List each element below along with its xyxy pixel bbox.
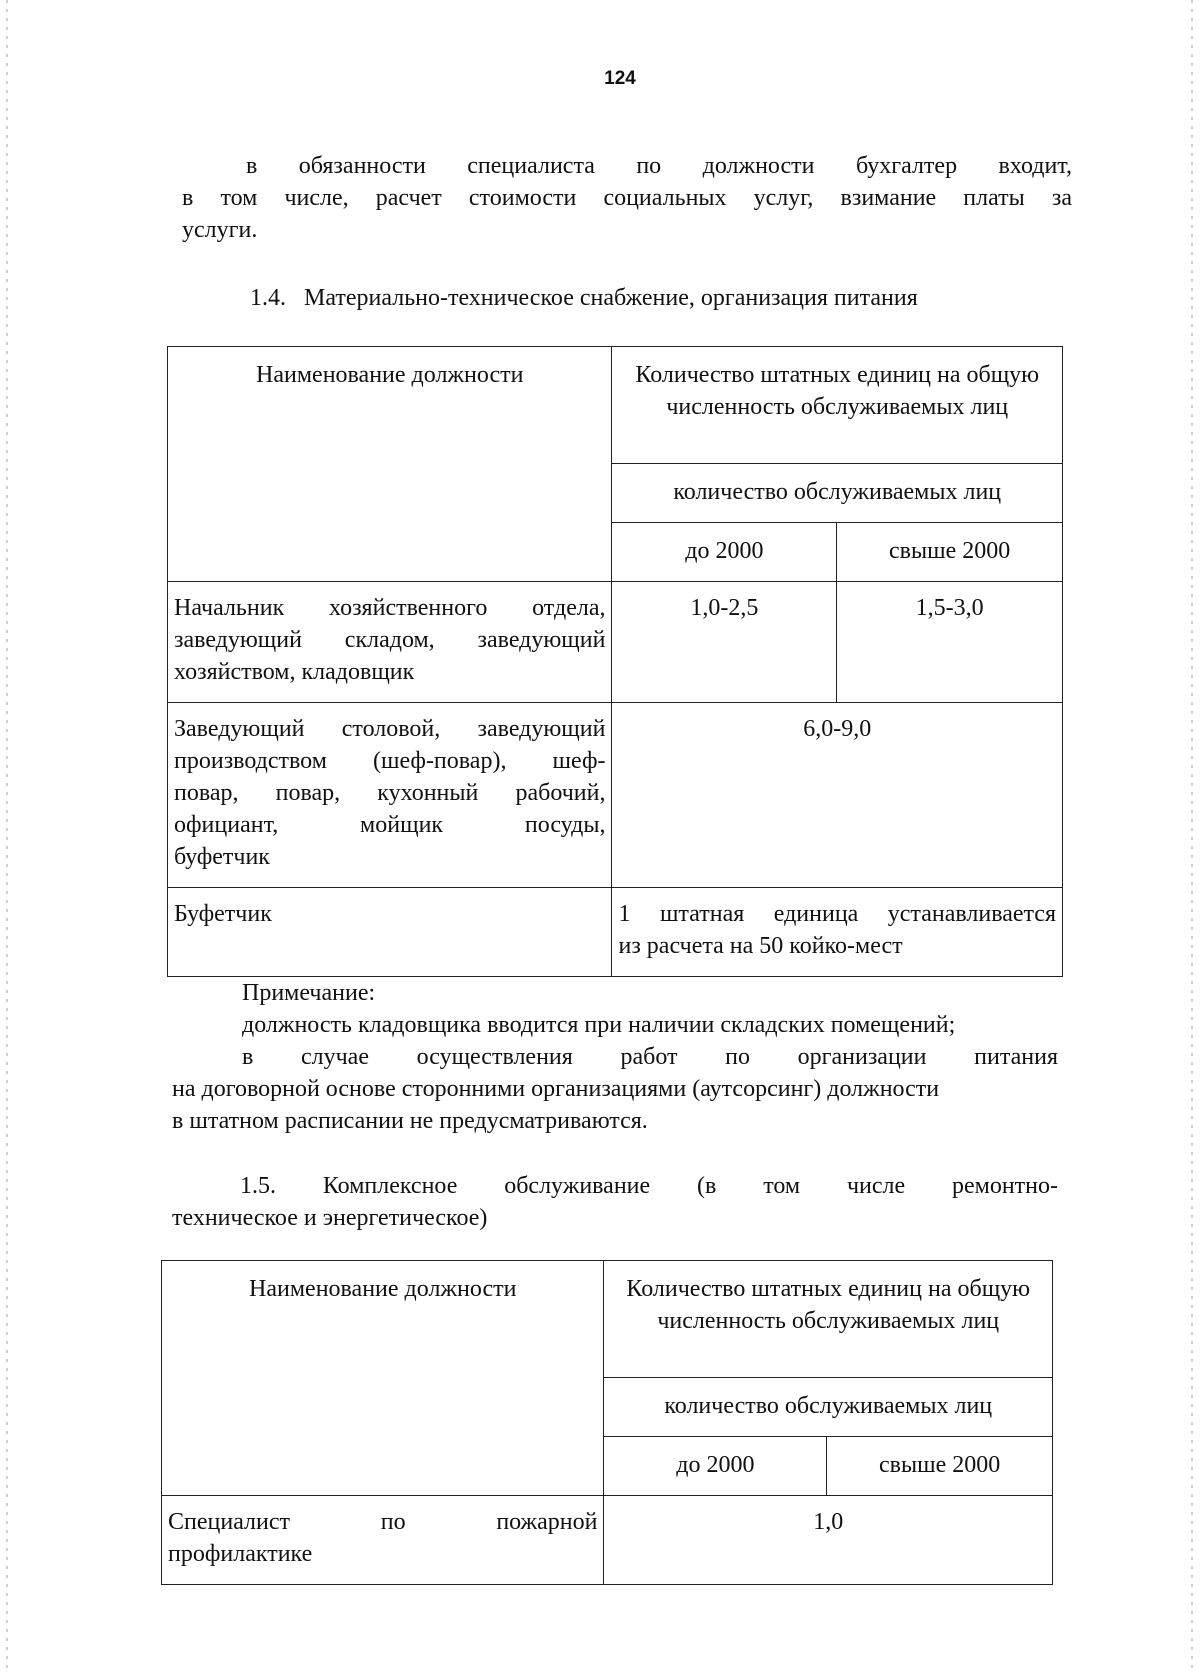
row-value-merged [612,888,1063,977]
note-line-4: в штатном расписании не предусматриваются. [172,1108,648,1134]
row-position-line: официант, мойщик посуды, [174,812,606,838]
row-value-line: из расчета на 50 койко-мест [618,933,903,959]
header-served-count: количество обслуживаемых лиц [604,1378,1053,1437]
row-position-line: заведующий складом, заведующий [174,627,606,653]
header-range-high: свыше 2000 [837,523,1063,582]
header-range-high: свыше 2000 [827,1437,1053,1496]
intro-line-1: в обязанности специалиста по должности бухгалтер входит, [246,153,1072,179]
row-position-line: Специалист по пожарной [168,1509,598,1535]
section-1-5-heading-line-2: техническое и энергетическое) [172,1205,488,1231]
row-position-line: повар, повар, кухонный рабочий, [174,780,606,806]
intro-line-2: в том числе, расчет стоимости социальных услуг, взимание платы за [182,185,1072,211]
row-position-line: хозяйством, кладовщик [174,659,415,685]
row-position-line: Начальник хозяйственного отдела, [174,595,606,621]
scan-edge-left [6,0,8,1672]
header-position: Наименование должности [162,1261,604,1496]
row-position-line: производством (шеф-повар), шеф- [174,748,606,774]
staffing-table-1-5 [161,1260,1053,1585]
row-position-cell [162,1496,604,1585]
row-position-line: буфетчик [174,844,270,870]
note-line-2: в случае осуществления работ по организации питания [242,1044,1058,1070]
row-position-cell [168,582,612,703]
header-range-low: до 2000 [604,1437,827,1496]
row-position-line: Заведующий столовой, заведующий [174,716,606,742]
row-value-high: 1,5-3,0 [837,582,1063,703]
scan-edge-right [1191,0,1193,1672]
row-value-line: 1 штатная единица устанавливается [618,901,1056,927]
page-number: 124 [604,68,636,89]
section-1-5-heading-line-1: 1.5. Комплексное обслуживание (в том числе ремонтно- [240,1173,1058,1199]
row-position-cell [168,888,612,977]
note-line-1: должность кладовщика вводится при наличии складских помещений; [242,1012,956,1038]
staffing-table-1-4 [167,346,1063,977]
header-staff-count: Количество штатных единиц на общую численность обслуживаемых лиц [604,1261,1053,1378]
intro-line-3: услуги. [182,217,258,243]
row-value-merged: 6,0-9,0 [612,703,1063,888]
header-served-count: количество обслуживаемых лиц [612,464,1063,523]
row-position-line: профилактике [168,1541,313,1567]
row-value-low: 1,0-2,5 [612,582,837,703]
row-position-line: Буфетчик [174,901,272,927]
header-position: Наименование должности [168,347,612,582]
note-title: Примечание: [242,980,376,1006]
note-line-3: на договорной основе сторонними организациями (аутсорсинг) должности [172,1076,940,1102]
row-position-cell [168,703,612,888]
section-1-4-heading: 1.4. Материально-техническое снабжение, организация питания [250,285,918,311]
header-staff-count: Количество штатных единиц на общую численность обслуживаемых лиц [612,347,1063,464]
row-value-merged: 1,0 [604,1496,1053,1585]
header-range-low: до 2000 [612,523,837,582]
